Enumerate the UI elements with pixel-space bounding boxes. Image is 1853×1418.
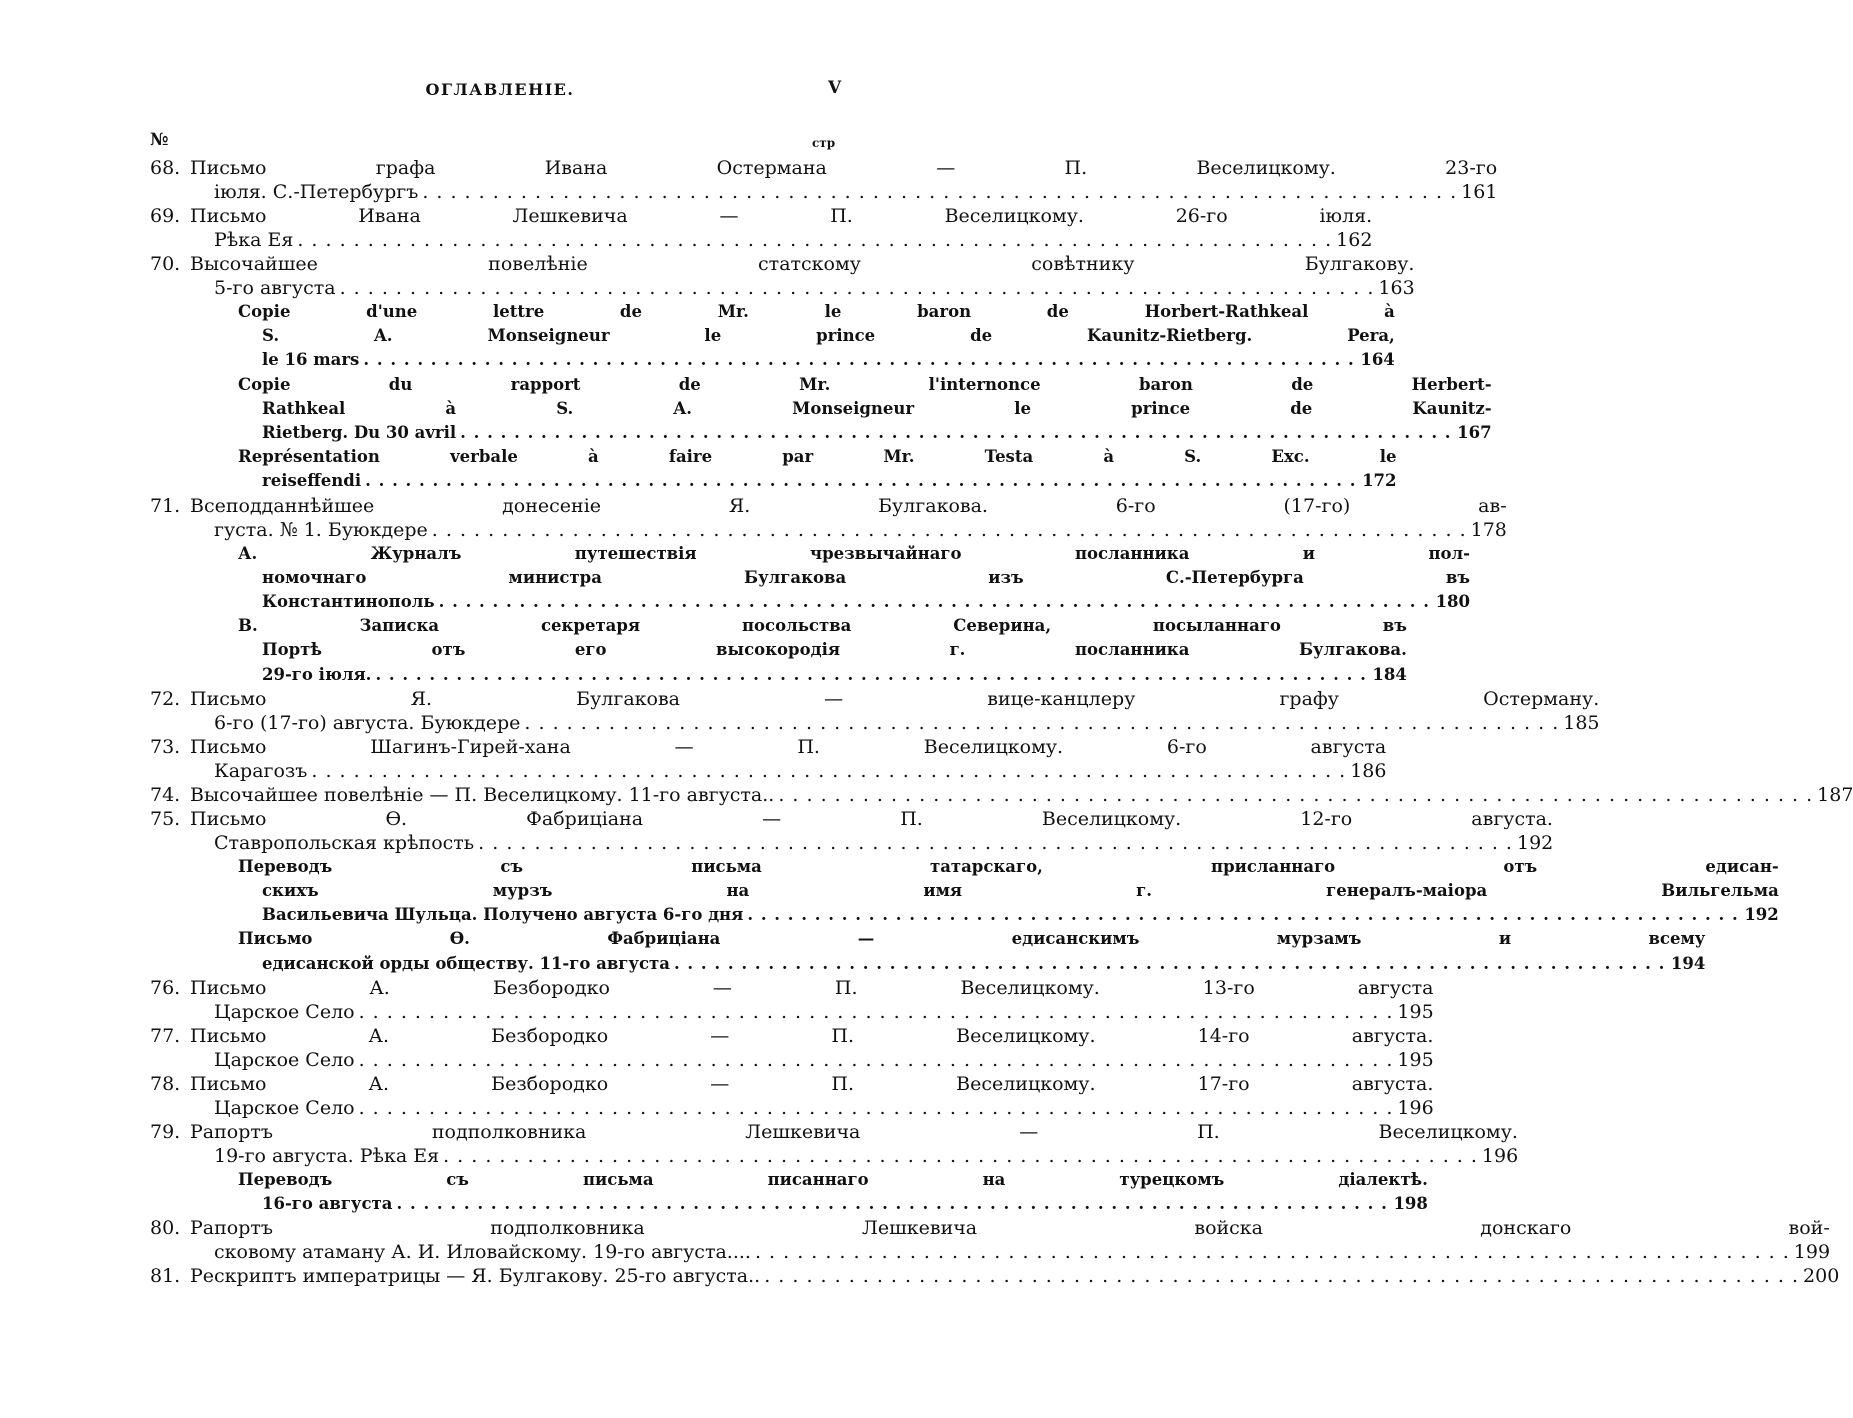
toc-entry [150,204,1373,252]
dot-leader [359,1000,1394,1024]
entry-text-line: Царское Село [214,1048,355,1071]
entry-number: 78. [150,1072,181,1095]
entry-text-line: Царское Село [214,1000,355,1023]
entry-text-line: номочнаго министра Булгакова изъ С.-Петербурга въ [262,567,1471,587]
dot-leader [439,590,1430,614]
entry-text-line: Représentation verbale à faire par Mr. Testa à S. Exc. le [238,447,1397,467]
toc-entry [150,1216,1831,1264]
entry-number: 69. [150,205,181,227]
entry-page-number: 196 [1481,1144,1519,1167]
dot-leader [778,783,1813,807]
entry-number: 70. [150,253,181,275]
toc-entry [150,783,1853,807]
dot-leader [443,1144,1478,1168]
entry-text-line: Царское Село [214,1096,355,1119]
dot-leader [674,952,1665,976]
entry-text-line: 29-го іюля. [262,664,372,684]
entry-text-line: Высочайшее повелѣніе — П. Веселицкому. 11-го августа.. [190,783,775,806]
entry-text-line: Письмо А. Безбородко — П. Веселицкому. 17-го августа. [190,1072,1434,1095]
toc-entry [150,687,1600,735]
entry-text-line: Портѣ отъ его высокородія г. посланника Булгакова. [262,640,1407,660]
entry-number: 74. [150,783,181,806]
toc-subentry [150,373,1492,446]
entry-page-number: 200 [1803,1265,1840,1288]
entry-text-line: Высочайшее повелѣніе статскому совѣтнику Булгакову. [190,253,1415,275]
entry-text-line: Переводъ съ письма писаннаго на турецкомъ діалектѣ. [238,1169,1428,1189]
toc-subentry [150,542,1471,615]
entry-text-line: 16-го августа [262,1194,393,1214]
entry-text-line: сковому атаману А. И. Иловайскому. 19-го августа.... [214,1241,751,1264]
entry-text-line: Copie du rapport de Mr. l'internonce baron de Herbert- [238,374,1492,394]
entry-number: 76. [150,976,181,999]
dot-leader [365,469,1356,493]
entry-text-line: Рапортъ подполковника Лешкевича — П. Веселицкому. [190,1120,1518,1143]
entry-text-line: іюля. С.-Петербургъ [214,181,419,203]
entry-text-line: Константинополь [262,592,435,612]
entry-number: 79. [150,1120,181,1143]
entry-page-number: 167 [1457,423,1492,443]
toc-subentry [150,614,1407,687]
entry-text-line: Письмо А. Безбородко — П. Веселицкому. 13-го августа [190,976,1434,999]
entry-number: 72. [150,687,181,710]
entry-page-number: 194 [1670,953,1706,973]
entry-text-line: 5-го августа [214,277,336,299]
entry-number: 71. [150,494,181,517]
dot-leader [363,348,1354,372]
entry-text-line: Письмо Шагинъ-Гирей-хана — П. Веселицкому. 6-го августа [190,735,1387,758]
dot-leader [460,421,1451,445]
entry-number: 73. [150,735,181,758]
dot-leader [747,903,1738,927]
entry-text-line: Ставропольская крѣпость [214,831,475,854]
running-header-title: ОГЛАВЛЕНІЕ. [425,80,575,99]
entry-number: 68. [150,157,181,179]
entry-text-line: S. A. Monseigneur le prince de Kaunitz-Rietberg. Pera, [262,326,1395,346]
entry-text-line: едисанской орды обществу. 11-го августа [262,953,670,973]
dot-leader [422,180,1457,204]
entry-page-number: 162 [1336,229,1373,251]
toc-entry [150,252,1415,300]
entry-number: 75. [150,807,181,830]
entry-text-line: Рескриптъ императрицы — Я. Булгакову. 25-го августа.. [190,1265,761,1288]
entry-text-line: Письмо графа Ивана Остермана — П. Веселицкому. 23-го [190,157,1498,179]
entry-page-number: 185 [1563,711,1600,734]
entry-page-number: 199 [1793,1241,1831,1264]
dot-leader [359,1096,1394,1120]
entry-text-line: reiseffendi [262,471,362,491]
entry-page-number: 172 [1362,471,1397,491]
dot-leader [340,276,1375,300]
table-of-contents [150,156,1853,1288]
entry-text-line: А. Журналъ путешествія чрезвычайнаго посланника и пол- [238,543,1471,563]
toc-entry [150,807,1554,855]
entry-text-line: Rietberg. Du 30 avril [262,423,457,443]
entry-page-number: 196 [1397,1096,1434,1119]
entry-page-number: 178 [1470,518,1507,541]
entry-number: 80. [150,1217,181,1240]
toc-subentry [150,927,1706,975]
entry-page-number: 180 [1435,592,1471,612]
entry-text-line: Карагозъ [214,759,308,782]
column-header-number: № [150,130,169,150]
toc-entry [150,494,1507,542]
entry-number: 81. [150,1265,181,1288]
entry-text-line: 6-го (17-го) августа. Буюкдере [214,711,521,734]
entry-text-line: Письмо Я. Булгакова — вице-канцлеру графу Остерману. [190,687,1600,710]
toc-subentry [150,300,1395,373]
page-number: V [828,78,842,98]
dot-leader [432,518,1467,542]
entry-page-number: 161 [1461,181,1498,203]
entry-page-number: 187 [1817,783,1853,806]
dot-leader [297,228,1332,252]
entry-text-line: Rathkeal à S. A. Monseigneur le prince de Kaunitz- [262,398,1492,418]
dot-leader [755,1240,1790,1264]
toc-entry [150,735,1387,783]
entry-text-line: Письмо Ѳ. Фабриціана — П. Веселицкому. 12-го августа. [190,807,1553,830]
toc-entry [150,1024,1434,1072]
entry-text-line: Рѣка Ея [214,229,294,251]
entry-page-number: 164 [1360,350,1395,370]
column-header-page: стр [812,136,836,150]
dot-leader [311,759,1346,783]
entry-number: 77. [150,1024,181,1047]
dot-leader [396,1192,1387,1216]
entry-text-line: густа. № 1. Буюкдере [214,518,428,541]
entry-text-line: Переводъ съ письма татарскаго, присланнаго отъ едисан- [238,856,1779,876]
entry-text-line: Рапортъ подполковника Лешкевича войска донскаго вой- [190,1217,1830,1240]
entry-text-line: В. Записка секретаря посольства Северина, посыланнаго въ [238,616,1407,636]
toc-entry [150,1264,1840,1288]
entry-page-number: 186 [1350,759,1387,782]
entry-text-line: Письмо Ѳ. Фабриціана — едисанскимъ мурзамъ и всему [238,929,1706,949]
toc-entry [150,1072,1434,1120]
dot-leader [524,711,1559,735]
entry-text-line: 19-го августа. Рѣка Ея [214,1144,440,1167]
entry-page-number: 192 [1744,905,1779,925]
entry-page-number: 195 [1397,1048,1434,1071]
entry-page-number: 192 [1516,831,1554,854]
dot-leader [478,831,1513,855]
toc-entry [150,976,1434,1024]
dot-leader [359,1048,1394,1072]
entry-text-line: Письмо Ивана Лешкевича — П. Веселицкому. 26-го іюля. [190,205,1373,227]
entry-text-line: Copie d'une lettre de Mr. le baron de Horbert-Rathkeal à [238,302,1395,321]
entry-page-number: 195 [1397,1000,1434,1023]
entry-text-line: Письмо А. Безбородко — П. Веселицкому. 14-го августа. [190,1024,1434,1047]
toc-subentry [150,445,1397,493]
entry-page-number: 163 [1378,277,1415,299]
toc-entry [150,1120,1519,1168]
dot-leader [375,663,1366,687]
entry-text-line: Васильевича Шульца. Получено августа 6-го дня [262,905,744,925]
toc-subentry [150,1168,1428,1216]
toc-subentry [150,855,1779,928]
entry-page-number: 198 [1393,1194,1428,1214]
toc-entry [150,156,1498,204]
entry-page-number: 184 [1372,664,1407,684]
dot-leader [764,1264,1799,1288]
entry-text-line: скихъ мурзъ на имя г. генералъ-маіора Вильгельма [262,881,1779,901]
entry-text-line: le 16 mars [262,350,360,370]
entry-text-line: Всеподданнѣйшее донесеніе Я. Булгакова. 6-го (17-го) ав- [190,494,1507,517]
